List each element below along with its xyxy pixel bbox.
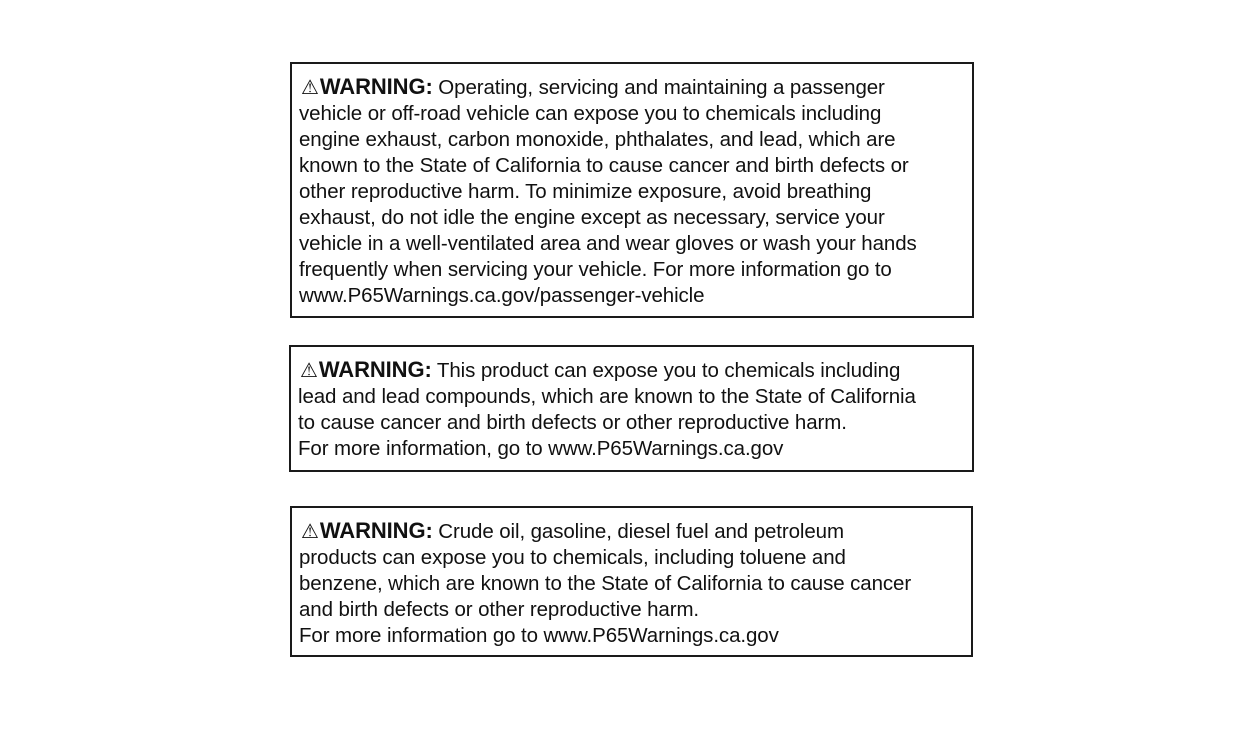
warning-text-line: This product can expose you to chemicals including [431, 359, 901, 382]
warning-text-line: known to the State of California to cause cancer and birth defects or [299, 154, 909, 177]
warning-first-line [299, 74, 964, 101]
warning-text-line: products can expose you to chemicals, including toluene and [299, 546, 846, 569]
warning-text-line: benzene, which are known to the State of California to cause cancer [299, 572, 912, 595]
warning-text-line: exhaust, do not idle the engine except as necessary, service your [299, 206, 885, 229]
warning-text-line: to cause cancer and birth defects or other reproductive harm. [298, 411, 847, 434]
warning-label-lead-compounds [289, 345, 974, 472]
warning-text-line: engine exhaust, carbon monoxide, phthalates, and lead, which are [299, 128, 896, 151]
warning-text-line: vehicle or off-road vehicle can expose you to chemicals including [299, 102, 882, 125]
warning-link-text: For more information go to www.P65Warnings.ca.gov [299, 624, 779, 647]
warning-triangle-icon: ⚠ [301, 521, 319, 543]
warning-text-line: lead and lead compounds, which are known to the State of California [298, 385, 916, 408]
warning-triangle-icon: ⚠ [301, 77, 319, 99]
warning-triangle-icon: ⚠ [300, 360, 318, 382]
warning-text-line: vehicle in a well-ventilated area and wear gloves or wash your hands [299, 232, 917, 255]
warning-link-text: www.P65Warnings.ca.gov/passenger-vehicle [299, 284, 705, 307]
warning-text-line: Crude oil, gasoline, diesel fuel and petroleum [432, 520, 844, 543]
warning-link-text: For more information, go to www.P65Warnings.ca.gov [298, 437, 784, 460]
warning-heading: WARNING: [318, 357, 432, 382]
warning-heading: WARNING: [319, 518, 433, 543]
warning-heading: WARNING: [319, 74, 433, 99]
warning-text-line: other reproductive harm. To minimize exposure, avoid breathing [299, 180, 872, 203]
warning-text-line: and birth defects or other reproductive harm. [299, 598, 700, 621]
warning-label-passenger-vehicle [290, 62, 974, 318]
warning-first-line [298, 357, 964, 384]
warning-label-petroleum-products [290, 506, 973, 657]
warning-text-line: frequently when servicing your vehicle. For more information go to [299, 258, 892, 281]
warning-text-line: Operating, servicing and maintaining a passenger [432, 76, 885, 99]
warning-first-line [299, 518, 963, 545]
